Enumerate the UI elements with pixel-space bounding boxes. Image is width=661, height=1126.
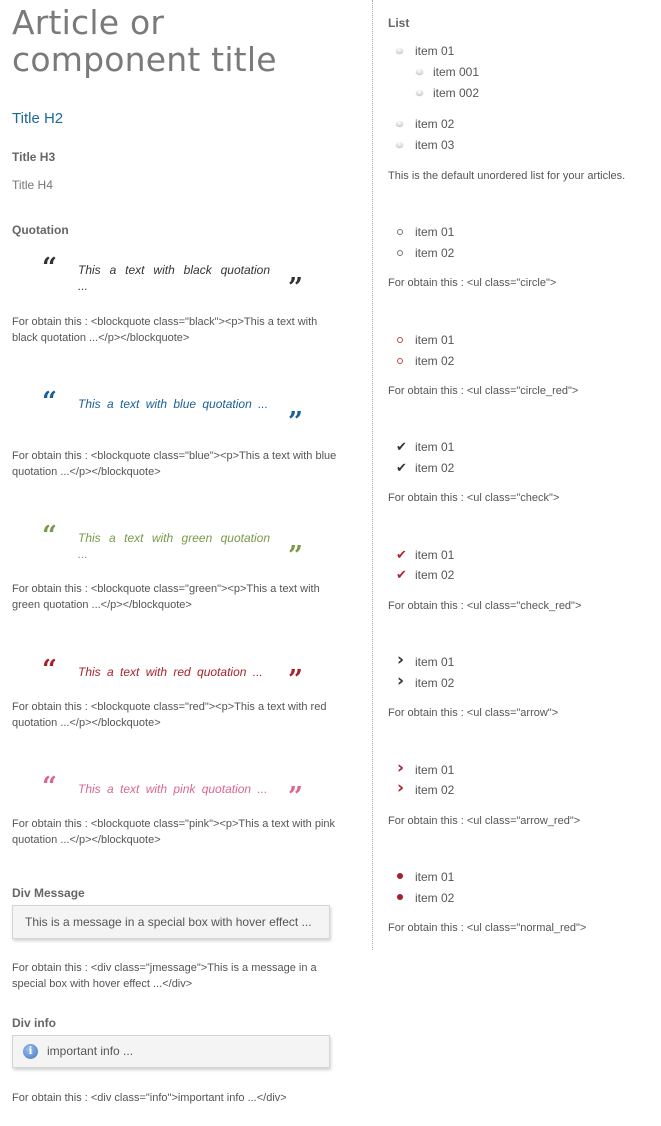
title-h3: Title H3 bbox=[12, 150, 56, 164]
open-quote-icon: “ bbox=[42, 253, 57, 283]
quote-pink bbox=[12, 772, 332, 817]
list-item: item 02 bbox=[415, 568, 455, 582]
quote-green-code: For obtain this : <blockquote class="green"><p>This a text with green quotation ...</p></blockquote> bbox=[12, 583, 320, 611]
arrow-red-icon: › bbox=[397, 758, 405, 778]
close-quote-icon: ” bbox=[288, 541, 303, 571]
arrow-icon: › bbox=[397, 671, 405, 691]
info-icon: i bbox=[23, 1044, 38, 1059]
quote-text: This a text with pink quotation ... bbox=[78, 782, 268, 796]
quote-text: This a text with green quotation ... bbox=[78, 531, 270, 561]
check-red-icon: ✔ bbox=[396, 548, 407, 563]
bullet-icon bbox=[396, 142, 403, 147]
quote-text: This a text with black quotation ... bbox=[78, 263, 270, 293]
arrow-red-icon: › bbox=[397, 778, 405, 798]
list-item: item 01 bbox=[415, 333, 455, 347]
list-item: item 01 bbox=[415, 44, 455, 58]
list-item: item 01 bbox=[415, 870, 455, 884]
arrow-list-code: For obtain this : <ul class="arrow"> bbox=[388, 707, 559, 719]
list-item: item 002 bbox=[433, 86, 480, 100]
info-box[interactable] bbox=[12, 1035, 330, 1068]
quote-blue-code: For obtain this : <blockquote class="blue"><p>This a text with blue quotation ...</p></blockquote> bbox=[12, 450, 337, 478]
title-h2: Title H2 bbox=[12, 110, 64, 127]
close-quote-icon: ” bbox=[288, 665, 303, 695]
list-item: item 02 bbox=[415, 891, 455, 905]
list-item: item 02 bbox=[415, 117, 455, 131]
quotation-heading: Quotation bbox=[12, 223, 69, 237]
quote-red bbox=[12, 655, 332, 700]
circle-list-code: For obtain this : <ul class="circle"> bbox=[388, 277, 557, 289]
open-quote-icon: “ bbox=[42, 772, 57, 802]
list-item: item 02 bbox=[415, 246, 455, 260]
list-item: item 001 bbox=[433, 65, 480, 79]
quote-green bbox=[12, 521, 332, 571]
bullet-icon bbox=[416, 69, 423, 74]
article-title: Article or component title bbox=[12, 3, 277, 79]
default-list-desc: This is the default unordered list for your articles. bbox=[388, 170, 626, 182]
circle-bullet-icon bbox=[397, 250, 403, 256]
quote-text: This a text with red quotation ... bbox=[78, 665, 263, 679]
bullet-icon bbox=[396, 48, 403, 53]
quote-pink-code: For obtain this : <blockquote class="pink"><p>This a text with pink quotation ...</p></blockquote> bbox=[12, 818, 336, 846]
close-quote-icon: ” bbox=[288, 407, 303, 437]
quote-text: This a text with blue quotation ... bbox=[78, 397, 269, 411]
check-icon: ✔ bbox=[396, 440, 407, 455]
circle-red-bullet-icon bbox=[397, 358, 403, 364]
bullet-icon bbox=[416, 90, 423, 95]
open-quote-icon: “ bbox=[42, 521, 57, 551]
quote-blue bbox=[12, 387, 332, 437]
check-icon: ✔ bbox=[396, 461, 407, 476]
close-quote-icon: ” bbox=[288, 782, 303, 812]
quote-black bbox=[12, 253, 332, 303]
list-item: item 02 bbox=[415, 354, 455, 368]
div-message-heading: Div Message bbox=[12, 886, 85, 900]
div-info-code: For obtain this : <div class="info">important info ...</div> bbox=[12, 1092, 287, 1104]
circle-red-bullet-icon bbox=[397, 337, 403, 343]
open-quote-icon: “ bbox=[42, 387, 57, 417]
close-quote-icon: ” bbox=[288, 273, 303, 303]
title-h4: Title H4 bbox=[12, 178, 53, 192]
check-list-code: For obtain this : <ul class="check"> bbox=[388, 492, 560, 504]
list-item: item 02 bbox=[415, 676, 455, 690]
column-divider bbox=[372, 0, 373, 950]
info-text: important info ... bbox=[47, 1044, 134, 1058]
list-item: item 01 bbox=[415, 763, 455, 777]
list-item: item 01 bbox=[415, 440, 455, 454]
list-item: item 01 bbox=[415, 548, 455, 562]
circle-bullet-icon bbox=[397, 229, 403, 235]
circle-red-list-code: For obtain this : <ul class="circle_red"> bbox=[388, 385, 579, 397]
list-item: item 02 bbox=[415, 461, 455, 475]
message-text: This is a message in a special box with hover effect ... bbox=[25, 915, 312, 929]
quote-black-code: For obtain this : <blockquote class="black"><p>This a text with black quotation ...</p></blockquote> bbox=[12, 316, 318, 344]
check-red-icon: ✔ bbox=[396, 568, 407, 583]
open-quote-icon: “ bbox=[42, 655, 57, 685]
check-red-list-code: For obtain this : <ul class="check_red"> bbox=[388, 600, 582, 612]
quote-red-code: For obtain this : <blockquote class="red"><p>This a text with red quotation ...</p></blockquote> bbox=[12, 701, 327, 729]
list-heading: List bbox=[388, 16, 410, 30]
list-item: item 01 bbox=[415, 225, 455, 239]
div-message-code: For obtain this : <div class="jmessage">This is a message in a special box with hover effect ...</div> bbox=[12, 962, 317, 990]
red-dot-bullet-icon bbox=[397, 894, 403, 900]
list-item: item 02 bbox=[415, 783, 455, 797]
list-item: item 01 bbox=[415, 655, 455, 669]
normal-red-list-code: For obtain this : <ul class="normal_red"> bbox=[388, 922, 587, 934]
arrow-red-list-code: For obtain this : <ul class="arrow_red"> bbox=[388, 815, 581, 827]
list-item: item 03 bbox=[415, 138, 455, 152]
div-info-heading: Div info bbox=[12, 1016, 56, 1030]
red-dot-bullet-icon bbox=[397, 873, 403, 879]
message-box[interactable] bbox=[12, 905, 330, 939]
arrow-icon: › bbox=[397, 650, 405, 670]
bullet-icon bbox=[396, 121, 403, 126]
